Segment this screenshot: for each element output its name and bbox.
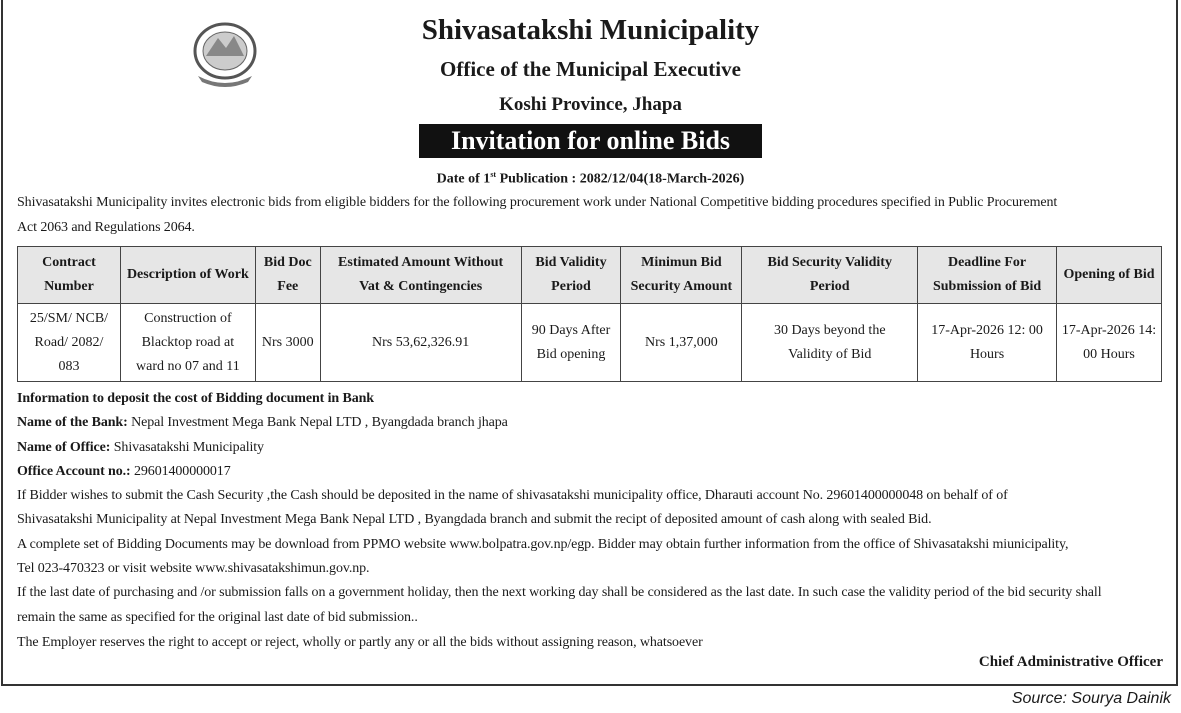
office-account: Office Account no.: 29601400000017 [17,464,231,479]
cell-text: Minimun Bid [641,255,722,270]
table-header-cell [918,247,1057,304]
table-header-cell [320,247,521,304]
invitation-banner: Invitation for online Bids [419,124,762,158]
table-cell [918,304,1057,382]
bid-table [17,246,1162,382]
table-cell [120,304,255,382]
note-line: If the last date of purchasing and /or submission falls on a government holiday, then the next working day shall be considered as the last date. In such case the validity period of the bid security shall [17,585,1102,600]
cell-text: Number [44,279,94,294]
cell-text: Period [809,279,850,294]
table-header-cell [1057,247,1162,304]
cell-text: Construction of [144,310,232,326]
bank-heading: Information to deposit the cost of Bidding document in Bank [17,391,374,406]
note-line: A complete set of Bidding Documents may be download from PPMO website www.bolpatra.gov.np/egp. Bidder may obtain further information from the office of Shivasatakshi miunicipality, [17,537,1069,552]
note-line: If Bidder wishes to submit the Cash Security ,the Cash should be deposited in the name of shivasatakshi municipality office, Dharauti account No. 29601400000048 on behalf of of [17,488,1008,503]
table-header-cell [120,247,255,304]
cell-text: 17-Apr-2026 12: 00 [931,322,1043,338]
cell-text: 00 Hours [1083,346,1135,362]
table-header-cell [621,247,742,304]
cell-text: Nrs 53,62,326.91 [372,334,470,350]
cell-text: Deadline For [947,255,1027,270]
note-line: remain the same as specified for the original last date of bid submission.. [17,610,418,625]
cell-text: Bid Validity [535,255,607,270]
table-cell [1057,304,1162,382]
cell-text: Bid Security Validity [767,255,892,270]
intro-line: Act 2063 and Regulations 2064. [17,220,195,235]
cell-text: Bid opening [536,346,606,362]
cell-text: Period [551,279,591,294]
table-header-cell [742,247,918,304]
cell-text: Contract [42,255,96,270]
note-line: Tel 023-470323 or visit website www.shivasatakshimun.gov.np. [17,561,370,576]
cell-text: Estimated Amount Without [338,255,504,270]
bank-name: Name of the Bank: Nepal Investment Mega Bank Nepal LTD , Byangdada branch jhapa [17,415,508,430]
cell-text: 25/SM/ NCB/ [29,310,109,326]
cell-text: 90 Days After [531,322,611,338]
cell-text: Vat & Contingencies [359,279,483,294]
table-header-cell [255,247,320,304]
table-cell [521,304,621,382]
table-row [18,304,1162,382]
cell-text: Nrs 1,37,000 [645,334,718,350]
cell-text: 083 [58,358,80,374]
office-name: Name of Office: Shivasatakshi Municipality [17,440,264,455]
table-cell [18,304,121,382]
office-title: Office of the Municipal Executive [440,57,741,81]
cell-text: Submission of Bid [932,279,1042,294]
cell-text: 17-Apr-2026 14: [1061,322,1157,338]
cell-text: Bid Doc [263,255,312,270]
source-credit: Source: Sourya Dainik [1011,690,1171,707]
cell-text: Description of Work [126,267,249,282]
cell-text: ward no 07 and 11 [136,358,240,374]
table-cell [621,304,742,382]
table-cell [255,304,320,382]
cell-text: Validity of Bid [788,346,872,362]
note-line: Shivasatakshi Municipality at Nepal Investment Mega Bank Nepal LTD , Byangdada branch and submit the recipt of deposited amount of cash along with sealed Bid. [17,512,932,527]
cell-text: Opening of Bid [1063,267,1155,282]
cell-text: 30 Days beyond the [773,322,886,338]
signature: Chief Administrative Officer [978,654,1163,670]
note-line: The Employer reserves the right to accept or reject, wholly or partly any or all the bids without assigning reason, whatsoever [17,635,703,650]
cell-text: Nrs 3000 [261,334,314,350]
cell-text: Security Amount [630,279,733,294]
cell-text: Road/ 2082/ [34,334,104,350]
cell-text: Hours [969,346,1005,362]
table-header-cell [18,247,121,304]
table-cell [320,304,521,382]
cell-text: Blacktop road at [141,334,235,350]
table-cell [742,304,918,382]
publication-date: Date of 1st Publication : 2082/12/04(18-March-2026) [436,170,745,187]
table-header-cell [521,247,621,304]
table-header-row [18,247,1162,304]
municipality-title: Shivasatakshi Municipality [421,14,760,46]
intro-line: Shivasatakshi Municipality invites electronic bids from eligible bidders for the following procurement work under National Competitive bidding procedures specified in Public Procurement [17,195,1058,210]
province-title: Koshi Province, Jhapa [499,94,682,115]
cell-text: Fee [277,279,299,294]
